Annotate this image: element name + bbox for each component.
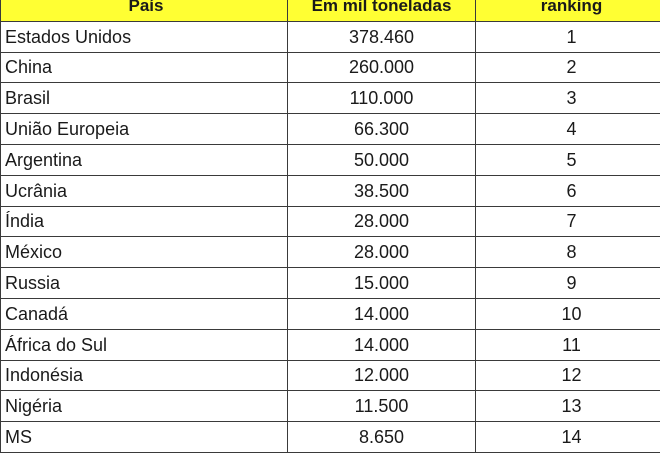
cell-pais: União Europeia [1, 114, 288, 145]
cell-pais: MS [1, 422, 288, 453]
cell-pais: Ucrânia [1, 175, 288, 206]
table-row [1, 114, 660, 145]
table-row [1, 206, 660, 237]
header-row [1, 0, 660, 21]
table-row [1, 422, 660, 453]
table-row [1, 21, 660, 52]
cell-ranking: 13 [476, 391, 660, 422]
table-row [1, 83, 660, 114]
cell-ranking: 10 [476, 298, 660, 329]
cell-pais: Nigéria [1, 391, 288, 422]
cell-pais: China [1, 52, 288, 83]
cell-pais: Canadá [1, 298, 288, 329]
table-row [1, 329, 660, 360]
cell-toneladas: 14.000 [288, 329, 476, 360]
table-row [1, 144, 660, 175]
cell-toneladas: 50.000 [288, 144, 476, 175]
cell-ranking: 2 [476, 52, 660, 83]
cell-toneladas: 38.500 [288, 175, 476, 206]
table-row [1, 268, 660, 299]
cell-toneladas: 260.000 [288, 52, 476, 83]
cell-pais: Argentina [1, 144, 288, 175]
cell-toneladas: 110.000 [288, 83, 476, 114]
table-row [1, 298, 660, 329]
cell-ranking: 5 [476, 144, 660, 175]
cell-pais: Brasil [1, 83, 288, 114]
cell-ranking: 12 [476, 360, 660, 391]
table-row [1, 237, 660, 268]
cell-pais: África do Sul [1, 329, 288, 360]
cell-toneladas: 15.000 [288, 268, 476, 299]
cell-toneladas: 11.500 [288, 391, 476, 422]
cell-ranking: 8 [476, 237, 660, 268]
cell-toneladas: 12.000 [288, 360, 476, 391]
table-row [1, 175, 660, 206]
table-body [1, 21, 660, 452]
cell-toneladas: 66.300 [288, 114, 476, 145]
table-row [1, 52, 660, 83]
header-pais: País [1, 0, 288, 21]
cell-ranking: 1 [476, 21, 660, 52]
cell-pais: Russia [1, 268, 288, 299]
header-ranking: ranking [476, 0, 660, 21]
cell-ranking: 9 [476, 268, 660, 299]
cell-pais: Estados Unidos [1, 21, 288, 52]
cell-ranking: 11 [476, 329, 660, 360]
cell-pais: Índia [1, 206, 288, 237]
table-row [1, 391, 660, 422]
cell-toneladas: 8.650 [288, 422, 476, 453]
cell-ranking: 3 [476, 83, 660, 114]
cell-toneladas: 28.000 [288, 206, 476, 237]
table-row [1, 360, 660, 391]
cell-toneladas: 28.000 [288, 237, 476, 268]
cell-ranking: 7 [476, 206, 660, 237]
cell-ranking: 14 [476, 422, 660, 453]
table-header [1, 0, 660, 21]
cell-pais: México [1, 237, 288, 268]
cell-ranking: 6 [476, 175, 660, 206]
header-em-mil-toneladas: Em mil toneladas [288, 0, 476, 21]
cell-toneladas: 14.000 [288, 298, 476, 329]
cell-toneladas: 378.460 [288, 21, 476, 52]
cell-ranking: 4 [476, 114, 660, 145]
cell-pais: Indonésia [1, 360, 288, 391]
